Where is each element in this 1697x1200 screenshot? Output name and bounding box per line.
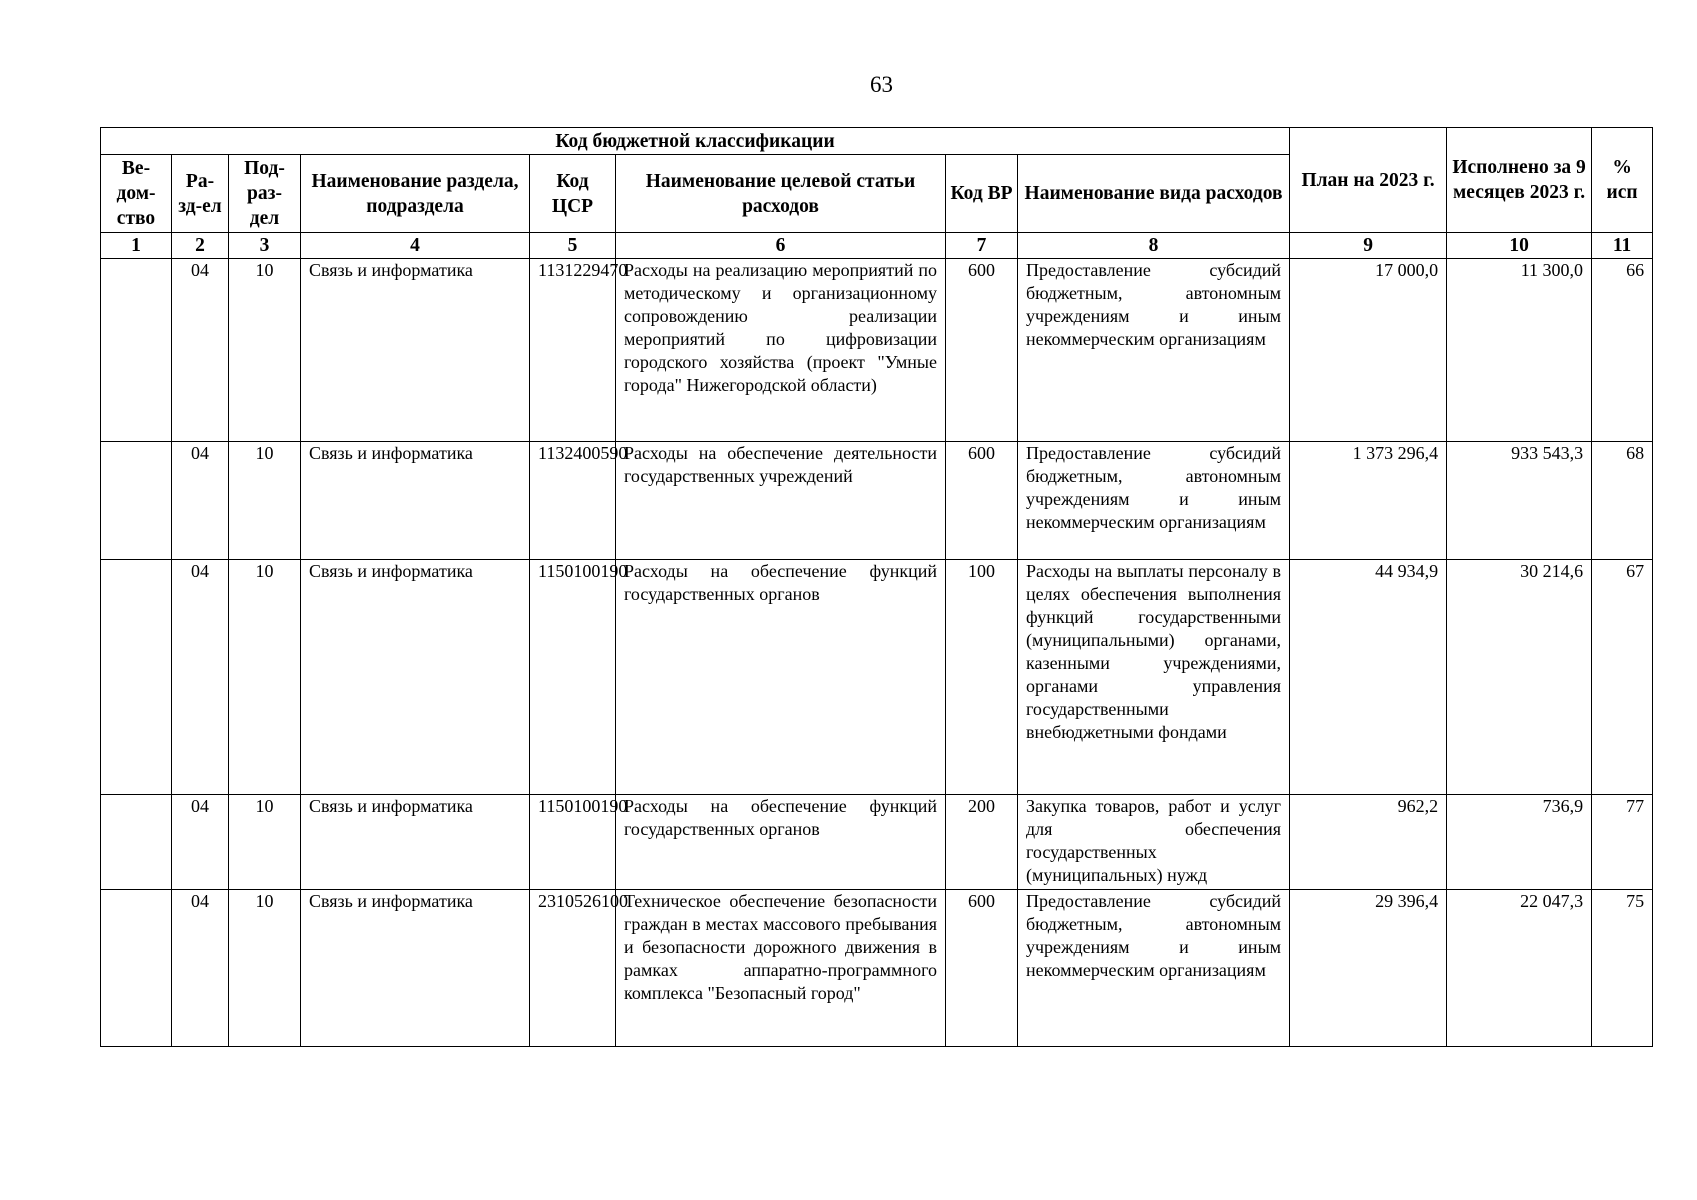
cell-vr-code: 600: [946, 442, 1018, 560]
cell-section-name: Связь и информатика: [301, 442, 530, 560]
column-number: 6: [616, 233, 946, 259]
cell-csr-code: 1150100190: [530, 795, 616, 890]
header-section-name: Наименование раздела, подраздела: [301, 155, 530, 233]
header-csr-code: Код ЦСР: [530, 155, 616, 233]
cell-executed: 22 047,3: [1447, 890, 1592, 1047]
header-podrazdel: Под-раз-дел: [229, 155, 301, 233]
cell-plan: 962,2: [1290, 795, 1447, 890]
cell-podrazdel: 10: [229, 560, 301, 795]
table-row: [101, 890, 1653, 1047]
cell-vr-code: 600: [946, 890, 1018, 1047]
cell-executed: 736,9: [1447, 795, 1592, 890]
column-number: 2: [172, 233, 229, 259]
page-number: 63: [870, 72, 893, 97]
column-number: 3: [229, 233, 301, 259]
table-row: [101, 442, 1653, 560]
cell-razdel: 04: [172, 795, 229, 890]
header-vedomstvo: Ве-дом-ство: [101, 155, 172, 233]
cell-expense-type: Предоставление субсидий бюджетным, автономным учреждениям и иным некоммерческим организациям: [1018, 890, 1290, 1047]
cell-target-name: Расходы на обеспечение функций государственных органов: [616, 795, 946, 890]
cell-csr-code: 2310526100: [530, 890, 616, 1047]
header-razdel: Ра-зд-ел: [172, 155, 229, 233]
cell-podrazdel: 10: [229, 442, 301, 560]
cell-vedomstvo: [101, 442, 172, 560]
cell-executed: 30 214,6: [1447, 560, 1592, 795]
cell-razdel: 04: [172, 442, 229, 560]
column-number-row: [101, 233, 1653, 259]
column-number: 4: [301, 233, 530, 259]
table-row: [101, 795, 1653, 890]
cell-target-name: Расходы на реализацию мероприятий по методическому и организационному сопровождению реализации мероприятий по цифровизации городского хозяйства (проект "Умные города" Нижегородской области): [616, 259, 946, 442]
cell-plan: 29 396,4: [1290, 890, 1447, 1047]
cell-csr-code: 1150100190: [530, 560, 616, 795]
column-number: 5: [530, 233, 616, 259]
budget-classification-header: Код бюджетной классификации: [101, 128, 1290, 155]
header-executed: Исполнено за 9 месяцев 2023 г.: [1447, 128, 1592, 233]
header-vr-code: Код ВР: [946, 155, 1018, 233]
cell-vedomstvo: [101, 795, 172, 890]
cell-csr-code: 1132400590: [530, 442, 616, 560]
cell-percent: 77: [1592, 795, 1653, 890]
cell-target-name: Расходы на обеспечение деятельности государственных учреждений: [616, 442, 946, 560]
table-row: [101, 259, 1653, 442]
cell-target-name: Техническое обеспечение безопасности граждан в местах массового пребывания и безопасности дорожного движения в рамках аппаратно-программного комплекса "Безопасный город": [616, 890, 946, 1047]
cell-percent: 75: [1592, 890, 1653, 1047]
cell-vedomstvo: [101, 560, 172, 795]
cell-expense-type: Расходы на выплаты персоналу в целях обеспечения выполнения функций государственными (муниципальными) органами, казенными учреждениями, органами управления государственными внебюджетными фондами: [1018, 560, 1290, 795]
cell-plan: 17 000,0: [1290, 259, 1447, 442]
cell-vr-code: 200: [946, 795, 1018, 890]
cell-section-name: Связь и информатика: [301, 890, 530, 1047]
header-plan: План на 2023 г.: [1290, 128, 1447, 233]
cell-vr-code: 100: [946, 560, 1018, 795]
cell-podrazdel: 10: [229, 795, 301, 890]
cell-expense-type: Предоставление субсидий бюджетным, автономным учреждениям и иным некоммерческим организациям: [1018, 259, 1290, 442]
cell-executed: 933 543,3: [1447, 442, 1592, 560]
column-number: 9: [1290, 233, 1447, 259]
cell-expense-type: Закупка товаров, работ и услуг для обеспечения государственных (муниципальных) нужд: [1018, 795, 1290, 890]
cell-target-name: Расходы на обеспечение функций государственных органов: [616, 560, 946, 795]
cell-razdel: 04: [172, 259, 229, 442]
cell-podrazdel: 10: [229, 259, 301, 442]
table-row: [101, 560, 1653, 795]
cell-plan: 44 934,9: [1290, 560, 1447, 795]
cell-section-name: Связь и информатика: [301, 795, 530, 890]
cell-percent: 67: [1592, 560, 1653, 795]
cell-executed: 11 300,0: [1447, 259, 1592, 442]
column-number: 10: [1447, 233, 1592, 259]
cell-csr-code: 1131229470: [530, 259, 616, 442]
header-target-name: Наименование целевой статьи расходов: [616, 155, 946, 233]
cell-percent: 66: [1592, 259, 1653, 442]
cell-podrazdel: 10: [229, 890, 301, 1047]
cell-percent: 68: [1592, 442, 1653, 560]
cell-expense-type: Предоставление субсидий бюджетным, автономным учреждениям и иным некоммерческим организациям: [1018, 442, 1290, 560]
cell-vedomstvo: [101, 890, 172, 1047]
cell-vedomstvo: [101, 259, 172, 442]
cell-plan: 1 373 296,4: [1290, 442, 1447, 560]
column-number: 8: [1018, 233, 1290, 259]
cell-vr-code: 600: [946, 259, 1018, 442]
column-number: 7: [946, 233, 1018, 259]
cell-section-name: Связь и информатика: [301, 259, 530, 442]
cell-razdel: 04: [172, 560, 229, 795]
cell-razdel: 04: [172, 890, 229, 1047]
cell-section-name: Связь и информатика: [301, 560, 530, 795]
column-number: 1: [101, 233, 172, 259]
header-expense-type: Наименование вида расходов: [1018, 155, 1290, 233]
column-number: 11: [1592, 233, 1653, 259]
header-percent: % исп: [1592, 128, 1653, 233]
budget-table: [100, 127, 1653, 1047]
